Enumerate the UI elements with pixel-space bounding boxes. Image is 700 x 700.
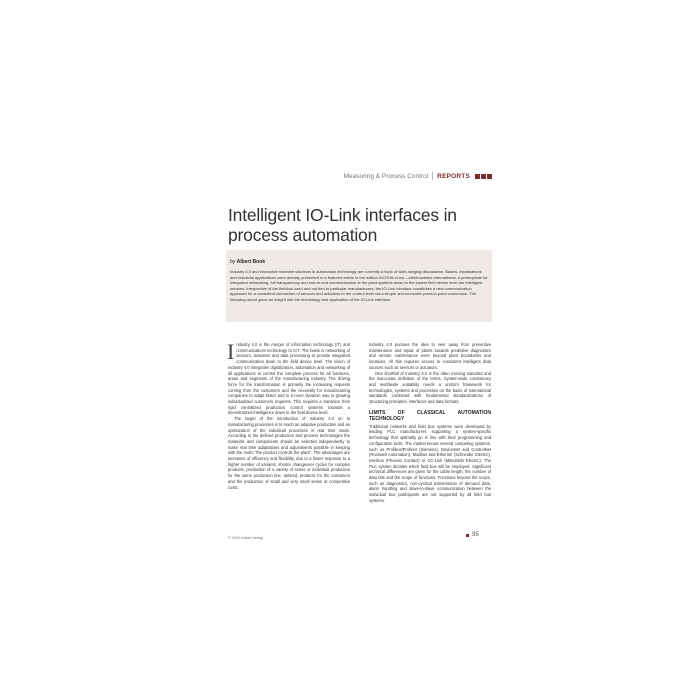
- paragraph: Industry 4.0 pursues the idea to veer away from preventive maintenance and repair of plants towards predictive diagnostics and remote maintenance even beyond plant boundaries and locations. All this requires access to consistent intelligent data sources such as sensors or actuators.: [369, 342, 491, 370]
- section-heading: LIMITS OF CLASSICAL AUTOMATION TECHNOLOGY: [369, 409, 491, 422]
- footer-page-number: [466, 532, 479, 538]
- page-number: 95: [472, 532, 479, 538]
- running-header: [330, 170, 492, 182]
- header-category: REPORTS: [437, 172, 470, 180]
- paragraph: One shortfall of Industry 4.0 is the often missing standard and the inaccurate definition of the terms. System-wide consistency and worldwide suitability needs a uniform framework for technologies, systems and processes on the basis of international standards combined with fundamental standardizations of structuring principles, interfaces and data formats.: [369, 370, 491, 405]
- paragraph: [227, 339, 350, 416]
- byline-prefix: by: [230, 259, 236, 265]
- paragraph: Traditional networks and field bus systems were developed by leading PLC manufacturers supporting a system-specific technology that optimally go in line with their programming and configuration tools. The market knows several competing systems, such as Profibus/Profinet (Siemens), DeviceNet and ControlNet (Rockwell Automation), Modbus and Ethernet (Schneider Electric), Interbus (Phoenix Contact) or CC-Link (Mitsubishi Electric). The PLC system dictates which field bus will be employed. Significant technical differences are given for the cable length, the number of data bits and the scope of functions. Functions beyond the scope, such as diagnostics, non-cyclical transmission of demand data, alarm handling and slave-to-slave communication between the individual bus participants are not supported by all field bus systems.: [369, 423, 491, 503]
- abstract-box: [226, 250, 492, 322]
- abstract-text: Industry 4.0 and innovative machine solutions in automation technology are currently a topic of wide-ranging discussions. Basics, explanations and industrial applications were already presented in a featured article in the edition 02/2016 of ew – elektrowärme international. A prerequisite for integrated networking, full transparency and end-to-end communication of the plant systems down to the lowest field device level are intelligent sensors. Irrespective of the fieldbus used and not tied to particular manufacturers, the IO-Link interface constitutes a new communication approach for a consistent connection of sensors and actuators to the control level via a simple and economic point-to-point connection. The following report gives an insight into the technology and application of the IO-Link interface.: [230, 269, 488, 302]
- header-separator: [432, 172, 433, 180]
- author-name: Albert Book: [236, 259, 266, 265]
- square-icon: [475, 174, 480, 179]
- body-column-right: [369, 342, 491, 504]
- square-icon: [466, 534, 469, 537]
- header-section: Measuring & Process Control: [343, 172, 429, 180]
- square-icon: [481, 174, 486, 179]
- body-column-left: [227, 339, 350, 490]
- paragraph-text: ndustry 4.0 is the merger of information technology (IT) and communications technology to ICT. The basis is networking of sensors, actuators and data processing to provide integrated communication down to the field device level. The vision of Industry 4.0 integrates digitalization, automation and networking of all applications to control the complete process for all functions, areas and segments of the manufacturing industry. The driving force for the transformation is primarily the increasing requests coming from the customers and the necessity for manufacturing companies to adapt faster and in a more dynamic way to growing individualized customers requests. This requires a transition from rigid centralized production control systems towards a decentralized intelligence down to the field device level.: [228, 342, 350, 416]
- footer-copyright: © 2016 Vulkan-Verlag: [228, 536, 263, 540]
- square-icon: [487, 174, 492, 179]
- byline: [230, 259, 265, 265]
- paragraph: The target of the introduction of Industry 4.0 on to manufacturing processes is to reach an adaptive production and an optimization of the individual processes in real time mode. According to the defined production and process technologies the materials and components should be selected independently to make real time adaptations and adjustments possible in keeping with the motto "the product controls the plant". The advantages are increases of efficiency and flexibility, due to a faster response to a higher number of variants, shorter changeover cycles for complex products, production of a variety of series or individual production for the same production line, tailored, products for the customers and the production of small and very small series at competitive costs.: [228, 416, 350, 490]
- article-title: Intelligent IO-Link interfaces in process automation: [228, 205, 457, 245]
- drop-cap: I: [227, 339, 235, 364]
